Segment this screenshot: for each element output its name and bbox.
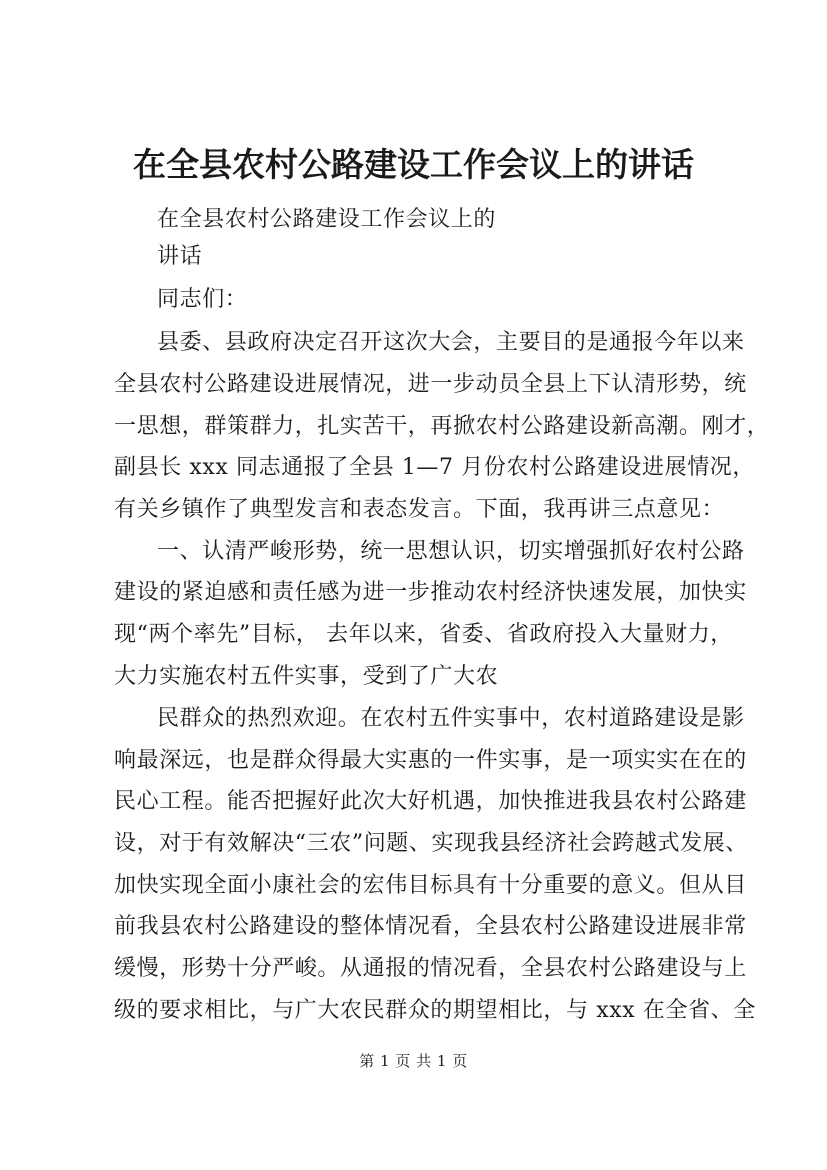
subtitle-line-2: 讲话	[157, 244, 203, 269]
paragraph-line: 现“两个率先”目标， 去年以来，省委、省政府投入大量财力，	[114, 622, 733, 647]
paragraph-line: 设，对于有效解决“三农”问题、实现我县经济社会跨越式发展、	[114, 831, 748, 856]
paragraph-line: 建设的紧迫感和责任感为进一步推动农村经济快速发展，加快实	[114, 580, 747, 605]
paragraph-line: 缓慢，形势十分严峻。从通报的情况看，全县农村公路建设与上	[114, 956, 747, 981]
paragraph-line: 加快实现全面小康社会的宏伟目标具有十分重要的意义。但从目	[114, 873, 747, 898]
paragraph-line: 一思想，群策群力，扎实苦干，再掀农村公路建设新高潮。刚才，	[114, 414, 770, 439]
paragraph-line: 大力实施农村五件实事，受到了广大农	[114, 664, 499, 689]
paragraph-line: 响最深远，也是群众得最大实惠的一件实事，是一项实实在在的	[114, 748, 747, 773]
page-number-footer: 第 1 页 共 1 页	[359, 1052, 468, 1070]
paragraph-line: 级的要求相比，与广大农民群众的期望相比，与 xxx 在全省、全	[114, 998, 756, 1023]
paragraph-line: 全县农村公路建设进展情况，进一步动员全县上下认清形势，统	[114, 372, 747, 397]
paragraph-line: 民群众的热烈欢迎。在农村五件实事中，农村道路建设是影	[157, 706, 745, 731]
paragraph-line: 一、认清严峻形势，统一思想认识，切实增强抓好农村公路	[157, 539, 745, 564]
paragraph-line: 县委、县政府决定召开这次大会，主要目的是通报今年以来	[157, 330, 745, 355]
paragraph-line: 副县长 xxx 同志通报了全县 1—7 月份农村公路建设进展情况，	[114, 455, 755, 480]
paragraph-line: 民心工程。能否把握好此次大好机遇，加快推进我县农村公路建	[114, 789, 747, 814]
paragraph-line: 前我县农村公路建设的整体情况看，全县农村公路建设进展非常	[114, 914, 747, 939]
salutation: 同志们：	[157, 287, 248, 312]
subtitle-line-1: 在全县农村公路建设工作会议上的	[157, 207, 497, 232]
document-title: 在全县农村公路建设工作会议上的讲话	[133, 145, 694, 184]
paragraph-line: 有关乡镇作了典型发言和表态发言。下面，我再讲三点意见：	[114, 497, 725, 522]
